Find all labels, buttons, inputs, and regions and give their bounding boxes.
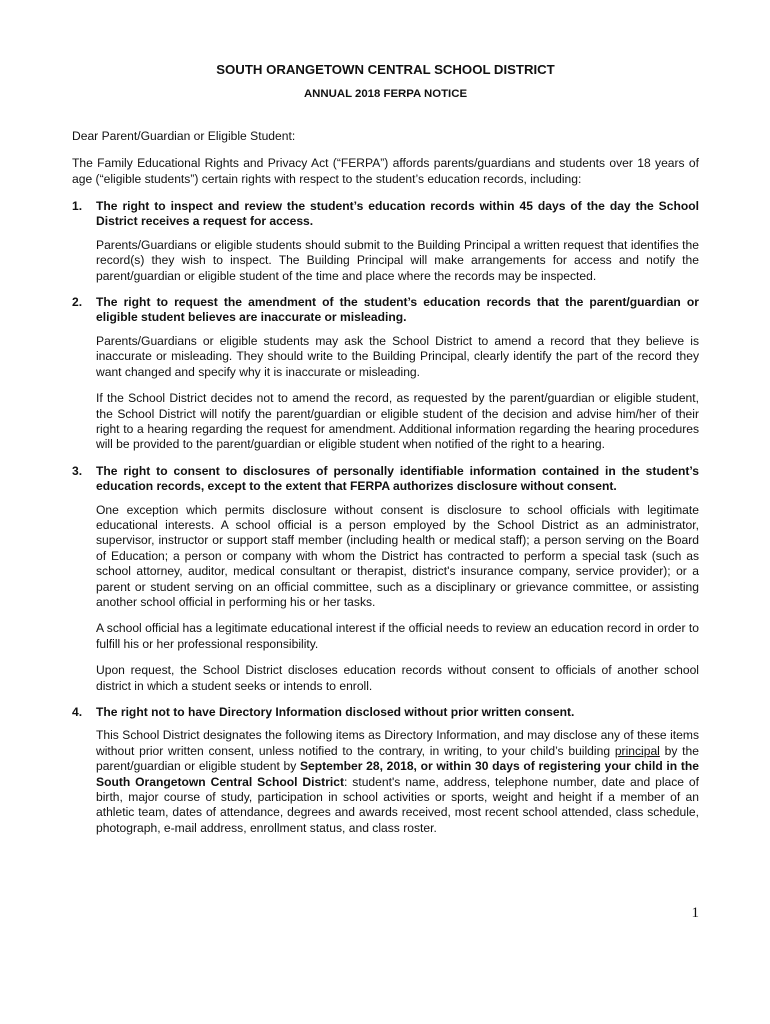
section-number: 2. [72, 295, 83, 310]
section-heading: The right to request the amendment of the student’s education records that the parent/guardian or eligible student believes are inaccurate or misleading. [96, 295, 699, 325]
section-3 [72, 464, 699, 694]
section-paragraph: If the School District decides not to amend the record, as requested by the parent/guardian or eligible student, the School District will notify the parent/guardian or eligible student of the decision and advise him/her of their right to a hearing regarding the request for amendment. Additional information regarding the hearing procedures will be provided to the parent/guardian or eligible student when notified of the right to a hearing. [96, 391, 699, 452]
notice-title: ANNUAL 2018 FERPA NOTICE [303, 88, 468, 101]
section-2 [72, 295, 699, 453]
section-paragraph: A school official has a legitimate educational interest if the official needs to review an education record in order to fulfill his or her professional responsibility. [96, 621, 699, 651]
salutation: Dear Parent/Guardian or Eligible Student: [72, 128, 296, 143]
district-title: SOUTH ORANGETOWN CENTRAL SCHOOL DISTRICT [216, 62, 555, 77]
directory-text-part2: by the parent/guardian or eligible student by [96, 743, 699, 774]
section-number: 1. [72, 199, 83, 214]
section-1 [72, 199, 699, 284]
section-number: 3. [72, 463, 83, 478]
directory-text-part3: : student's name, address, telephone number, date and place of birth, major course of study, participation in school activities or sports, weight and height if a member of an athletic team, dates of attendance, degrees and awards received, most recent school attended, class schedule, photograph, e-mail address, enrollment status, and class roster. [96, 774, 699, 835]
directory-information-paragraph [96, 728, 699, 836]
section-paragraph: One exception which permits disclosure without consent is disclosure to school officials with legitimate educational interests. A school official is a person employed by the School District as an administrator, supervisor, instructor or support staff member (including health or medical staff); a person serving on the Board of Education; a person or company with whom the District has contracted to perform a special task (such as school attorney, auditor, medical consultant or therapist, district's insurance company, service provider); or a parent or student serving on an official committee, such as a disciplinary or grievance committee, or assisting another school official in performing his or her tasks. [96, 502, 699, 609]
section-paragraph: Upon request, the School District discloses education records without consent to officials of another school district in which a student seeks or intends to enroll. [96, 663, 699, 693]
directory-text-part1: This School District designates the following items as Directory Information, and may disclose any of these items without prior written consent, unless notified to the contrary, in writing, to your child’s building [96, 728, 699, 758]
page-number: 1 [691, 905, 699, 921]
section-heading: The right not to have Directory Information disclosed without prior written consent. [96, 705, 575, 719]
section-paragraph: Parents/Guardians or eligible students may ask the School District to amend a record that they believe is inaccurate or misleading. They should write to the Building Principal, clearly identify the part of the record they want changed and specify why it is inaccurate or misleading. [96, 333, 699, 379]
section-paragraph: Parents/Guardians or eligible students should submit to the Building Principal a written request that identifies the record(s) they wish to inspect. The Building Principal will make arrangements for access and notify the parent/guardian or eligible student of the time and place where the records may be inspected. [96, 237, 699, 283]
principal-underlined: principal [614, 743, 660, 758]
section-heading: The right to consent to disclosures of personally identifiable information contained in the student’s education records, except to the extent that FERPA authorizes disclosure without consent. [96, 463, 699, 494]
deadline-bold: September 28, 2018, or within 30 days of registering your child in the South Orangetown Central School District [96, 759, 699, 789]
section-4 [72, 705, 699, 836]
section-heading: The right to inspect and review the student’s education records within 45 days of the day the School District receives a request for access. [96, 199, 699, 229]
section-number: 4. [72, 705, 83, 719]
intro-paragraph: The Family Educational Rights and Privacy Act (“FERPA”) affords parents/guardians and students over 18 years of age (“eligible students”) certain rights with respect to the student’s education records, including: [72, 156, 699, 186]
